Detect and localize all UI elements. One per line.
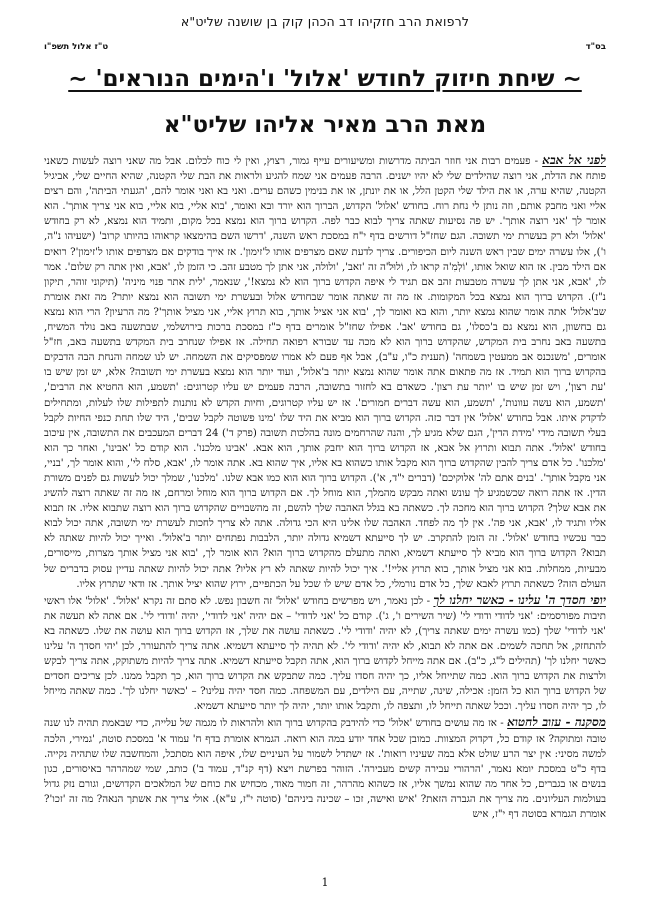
paragraph-heading: לפני אל אבא <box>542 153 606 167</box>
date-label: ט"ז אלול תשפ"ו <box>44 42 109 52</box>
running-header: לרפואת הרב חזקיהו דב הכהן קוק בן שושנה שליט"א <box>180 14 470 29</box>
meta-row <box>44 42 606 56</box>
paragraph-text: - פעמים רבות אני חוזר הביתה מדרשות ומשיעורים עייף גמור, רצוץ, ואין לי כוח לכלום. אבל מה שאני רוצה לעשות כשאני פותח את הדלת, אני רוצה שהילדים שלי לא יהיו ישנים. הרבה פעמים אני שמח להגיע ולראות את הבת שלי הקטנה, שהיא החיים שלי, אביגיל הקטנה, שהיא ערה, או את הילד שלי הקטן הלל, או את יונתן, או את בנימין כשהם ערים. ואני בא ואני אומר להם, 'הגעתי הביתה', והם רצים אליי ואני מחבק אותם, וזה נותן לי נחת רוח. בחודש 'אלול' הקדוש, הברוך הוא יורד ובא ואומר, 'בוא אליי, בוא אליי, בוא אני צריך אותך'. הוא אומר לך 'אני רוצה אותך'. יש פה נסיעות שאתה צריך לבוא כבר לפה. הקדוש ברוך הוא נמצא בכל מקום, ותמיד הוא נמצא, לא רק בחודש 'אלול' ולא רק בעשרת ימי תשובה. הגם שחז"ל דורשים בדף י"ח במסכת ראש השנה, 'דרשו השם בהימצאו קראוהו בהיותו קרוב' (ישעיהו נ"ה, ו'), אלו עשרה ימים שבין ראש השנה ליום הכיפורים. צריך לדעת שאם מצרפים אותו ל'זימון'. אז אייך בודקים אם מצרפים אותו ל'זימון'? רואים אם הילד מבין. אז הוא שואל אותו, 'וֹלְמִ'ה קראו לו, וֹלוּלֹ'ה זה 'זאב', 'ולולה, אני אתן לך מטבע זהב. כי הזמן לו, 'אבא, ואין אתה רק שלום'. אמר לו, 'אבא, אני אתן לך עשרה מטבעות זהב אם תגיד לי איפה הקדוש ברוך הוא לא נמצא!', שנאמר, 'לית אתר פנוי מיניה' (תיקוני זוהר, תיקון נ"ז). הקדוש ברוך הוא נמצא בכל המקומות. אז מה זה שאתה אומר שבחודש אלול ובעשרת ימי תשובה הוא נמצא יותר? מה זאת אומרת שב'אלול' אתה אומר שהוא נמצא יותר, והוא בא ואומר לך, 'בוא אני אציל אותך, בוא תרוץ אליי, אני מציל אותך'? מה הרעיון? הרי הוא נמצא גם בחשוון, הוא נמצא גם ב'כסלו', גם בחודש 'אב'. אפילו שחז"ל אומרים בדף כ"ז במסכת ברכות בירושלמי, שבתשעה באב נולד המשיח, בתשעה באב נחרב בית המקדש, שהקדוש ברוך הוא לא מכה עד שבורא רפואה תחילה. אז אפילו שנחרב בית המקדש בתשעה באב, חז"ל אומרים, 'משנכנס אב ממעטין בשמחה' (תענית כ"ו, ע"ב), אבל אף פעם לא אמרו שמפסיקים את השמחה. יש לנו שמחה והנחת הבה הדבקים בהקדוש ברוך הוא תמיד. אז מה פתאום אתה אומר שהוא נמצא יותר ב'אלול', ועוד יותר הוא נמצא בעשרת ימי תשובה? אלא, יש זמן שיש בו 'עת רצון', ויש זמן שיש בו 'יותר עת רצון'. כשאדם בא לחזור בתשובה, הרבה פעמים יש עליו קטרוגים: 'תשמע, הוא החטיא את הרבים', 'תשמע, הוא עשה עוונות', 'תשמע, הוא עשה דברים חמורים'. אז יש עליו קטרוגים, וחיות הקדש לא נותנות לתפילות שלו לעלות, ומתחילים לדקדק איתו. אבל בחודש 'אלול' אין דבר כזה. הקדוש ברוך הוא מביא את היד שלו 'מינו פשוטה לקבל שבים', היד שלו תחת כנפי החיות לקבל בעלי תשובה מידי 'מידת הדין', הגם שלא מגיע לך, והנה שהרחמים מונה בהלכות תשובה (פרק ד') 24 דברים המעכבים את התשובה, אין עיכוב בחודש 'אלול'. אתה תבוא ותרוץ אל אבא, אז הקדוש ברוך הוא יחבק אותך, הוא אבא. 'אבינו מלכנו'. הוא קודם כל 'אבינו', ואחר כך הוא 'מלכנו'. כל אדם צריך להבין שהקדוש ברוך הוא מקבל אותו כשהוא בא אליו, איך שהוא בא. אתה אומר לו, 'אבא, סלח לי', והוא אומר לך, 'בניי, אני מקבל אותך'. 'בנים אתם לה' אלוקיכם' (דברים י"ד, א'). הקדוש ברוך הוא הוא כמו אבא שלנו. 'מלכנו', שמלך יכול לעשות גם לפנים משורת הדין. אז אתה רואה שכשמגיע לך עונש ואתה מבקש מהמלך, הוא מוחל לך. אם הקדוש ברוך הוא מוחל ומרחם, אז מה זה שאתה רוצה להשיג את אבא שלך? הקדוש ברוך הוא מחכה לך. כשאתה בא בגלל האהבה שלך להשם, זה מהשבויים שהקדוש ברוך הוא רוצה שתבוא אליו. אז תבוא אליו ותגיד לו, 'אבא, אני פה'. אין לך מה לפחד. האהבה שלו אלינו היא הכי גדולה. אתה לא צריך לחכות לעשרת ימי תשובה, אתה יכול לבוא כבר עכשיו בחודש 'אלול'. זה הזמן להתקרב. יש לך סייעתא דשמיא גדולה יותר, הלבבות נפתחים יותר ב'אלול'. ואייך יכול להיות שאתה לא תבוא? הקדוש ברוך הוא מביא לך סייעתא דשמיא, ואתה מתעלם מהקדוש ברוך הוא? הוא אומר לך, 'בוא אני מציל אותך מצרות, מייסורים, מבעיות, ממחלות. בוא אני מציל אותך, בוא תרוץ אליי!'. איך יכול להיות שאתה לא רץ אליו? אתה יכול להיות שאתה עדיין עסוק בדברים של העולם הזה? כשאתה תרוץ לאבא שלך, כל אדם נורמלי, כל אדם שיש לו שכל על הכתפיים, ירוץ שהוא יציל אותך. אז ודאי שתרוץ אליו. <box>44 156 606 590</box>
paragraph-1 <box>44 153 606 592</box>
article-body <box>44 153 606 869</box>
paragraph-2 <box>44 593 606 715</box>
paragraph-text: - לכן נאמר, ויש מפרשים בחודש 'אלול' זה חשבון נפש. לא סתם זה נקרא 'אלול'. 'אלול' אלו ראשי תיבות מפורסמים: 'אני לדודי ודודי לי' (שיר השירים ו', ג'). קודם כל 'אני לדודי' – אם יהיה 'אני לדודי', יהיה 'ודודי לי'. אם אתה לא תעשה את 'אני לדודי' שלך (כמו עשרה ימים שאתה צריך), לא יהיה 'ודודי לי'. כשאתה עושה את שלך, אז הקדוש ברוך הוא עושה את שלו. כשאתה בא להתחזק, אל תחכה לשמים. אם אתה לא תבוא, לא יהיה 'ודודי לי'. לא תהיה לך סייעתא דשמיא. אתה צריך להתעורר, לכן 'יהי חסדך ה' עלינו כאשר יחלנו לך' (תהילים ל"ג, כ"ב). אם אתה מייחל לקדוש ברוך הוא, אתה תקבל סייעתא דשמיא. אתה צריך להיות משתוקק, אתה צריך לבקש ולרצות את הקדוש ברוך הוא. כמה שתייחל אליו, כך יהיה חסדו עליך. כמה שתבקש את הקדוש ברוך הוא, כך תקבל ממנו. לכן צריכים חסדים של הקדוש ברוך הוא כל הזמן: אכילה, שינה, שתייה, עם הילדים, עם המשפחה. כמה חסד יהיה עלינו? – 'כאשר יחלנו לך'. כמה שאתה מייחל לו, כך יהיה חסדו עליך. וככל שאתה תייחל לו, ותצפה לו, ותקבל אותו יותר, יהיה לך יותר סייעתא דשמיא. <box>44 595 606 713</box>
paragraph-text: - אז מה עושים בחודש 'אלול' כדי להידבק בהקדוש ברוך הוא ולהראות לו מגמה של עלייה, כדי שבאמת תהיה לנו שנה טובה ומתוקה? אז קודם כל, דקדוק המצוות. כמובן שכל אחד יודע במה הוא רואה. הגמרא אומרת בדף ח' עמוד א' במסכת סוטה, 'גמירי, הלכה למשה מסיני: אין יצר הרע שולט אלא במה שעיניו רואות'. אז ישתדל לשמור על העיניים שלו, איפה הוא מסתכל, והמחשבה שלו שתהיה נקייה. בדף כ"ט במסכת יומא נאמר, 'הרהורי עבירה קשים מעבירה'. הזוהר בפרשת ויצא (דף קנ"ד, עמוד ב') כותב, שמי שמהרהר באיסורים, כגון בנשים או בגברים, כל אחד מה שהוא נמשך אליו, אז כשהוא מהרהר, זה חמור מאוד, מכחיש את כוחם של המלאכים הקדושים, וגורם נזק גדול בעולמות העליונים. מה צריך את הגברה הזאת? 'איש ואישה, זכו – שכינה ביניהם' (סוטה י"ז, ע"א). אולי צריך את אשתך הנאה? מה זה 'זכו'? אומרת הגמרא בסוטה דף י"ז, איש <box>44 718 606 821</box>
paragraph-heading: מסקנה - עזוב לחטוא <box>507 715 606 730</box>
page-number: 1 <box>321 876 329 889</box>
page-title: ~ שיחת חיזוק לחודש 'אלול' ו'הימים הנוראים' ~ <box>68 66 582 92</box>
paragraph-heading: יופי חסדך ה' עלינו - כאשר יחלנו לך <box>433 592 606 607</box>
bsd-mark: בס"ד <box>585 42 606 52</box>
paragraph-3 <box>44 715 606 822</box>
page-subtitle: מאת הרב מאיר אליהו שליט"א <box>163 112 487 138</box>
